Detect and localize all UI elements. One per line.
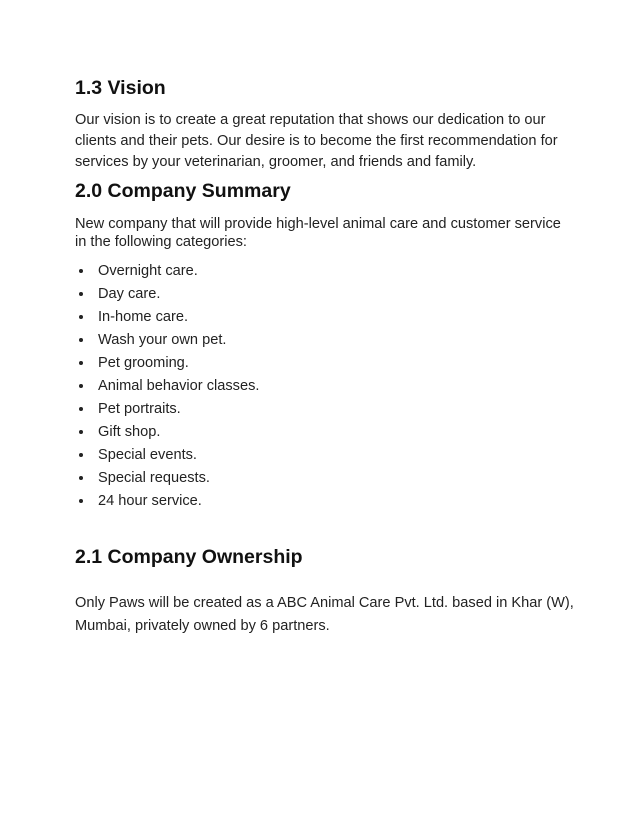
list-item-label: Pet portraits. <box>98 401 181 417</box>
list-item <box>75 308 259 331</box>
vision-paragraph: Our vision is to create a great reputation that shows our dedication to our clients and their pets. Our desire is to become the first recommendation for services by your veterinarian, groomer, and friends and family. <box>75 112 558 170</box>
bullet-icon <box>79 384 83 388</box>
list-item-label: Special requests. <box>98 470 210 486</box>
list-item-label: Animal behavior classes. <box>98 378 260 394</box>
company-summary-heading: 2.0 Company Summary <box>75 180 291 202</box>
bullet-icon <box>79 292 83 296</box>
bullet-icon <box>79 407 83 411</box>
list-item <box>75 423 259 446</box>
list-item <box>75 492 259 515</box>
company-ownership-heading: 2.1 Company Ownership <box>75 546 303 568</box>
list-item-label: Day care. <box>98 286 161 302</box>
vision-heading: 1.3 Vision <box>75 77 166 99</box>
bullet-icon <box>79 338 83 342</box>
list-item-label: Wash your own pet. <box>98 332 227 348</box>
list-item-label: Overnight care. <box>98 263 198 279</box>
bullet-icon <box>79 476 83 480</box>
list-item-label: 24 hour service. <box>98 493 202 509</box>
bullet-icon <box>79 315 83 319</box>
bullet-icon <box>79 499 83 503</box>
company-summary-intro: New company that will provide high-level animal care and customer service in the following categories: <box>75 216 561 250</box>
list-item <box>75 446 259 469</box>
list-item <box>75 469 259 492</box>
list-item <box>75 262 259 285</box>
bullet-icon <box>79 361 83 365</box>
list-item <box>75 285 259 308</box>
bullet-icon <box>79 269 83 273</box>
list-item-label: Pet grooming. <box>98 355 189 371</box>
company-ownership-paragraph: Only Paws will be created as a ABC Animal Care Pvt. Ltd. based in Khar (W), Mumbai, privately owned by 6 partners. <box>75 595 574 634</box>
bullet-icon <box>79 453 83 457</box>
list-item-label: In-home care. <box>98 309 189 325</box>
list-item <box>75 400 259 423</box>
list-item-label: Gift shop. <box>98 424 161 440</box>
list-item <box>75 331 259 354</box>
list-item <box>75 377 259 400</box>
bullet-icon <box>79 430 83 434</box>
list-item <box>75 354 259 377</box>
service-categories-list <box>75 262 259 515</box>
list-item-label: Special events. <box>98 447 197 463</box>
